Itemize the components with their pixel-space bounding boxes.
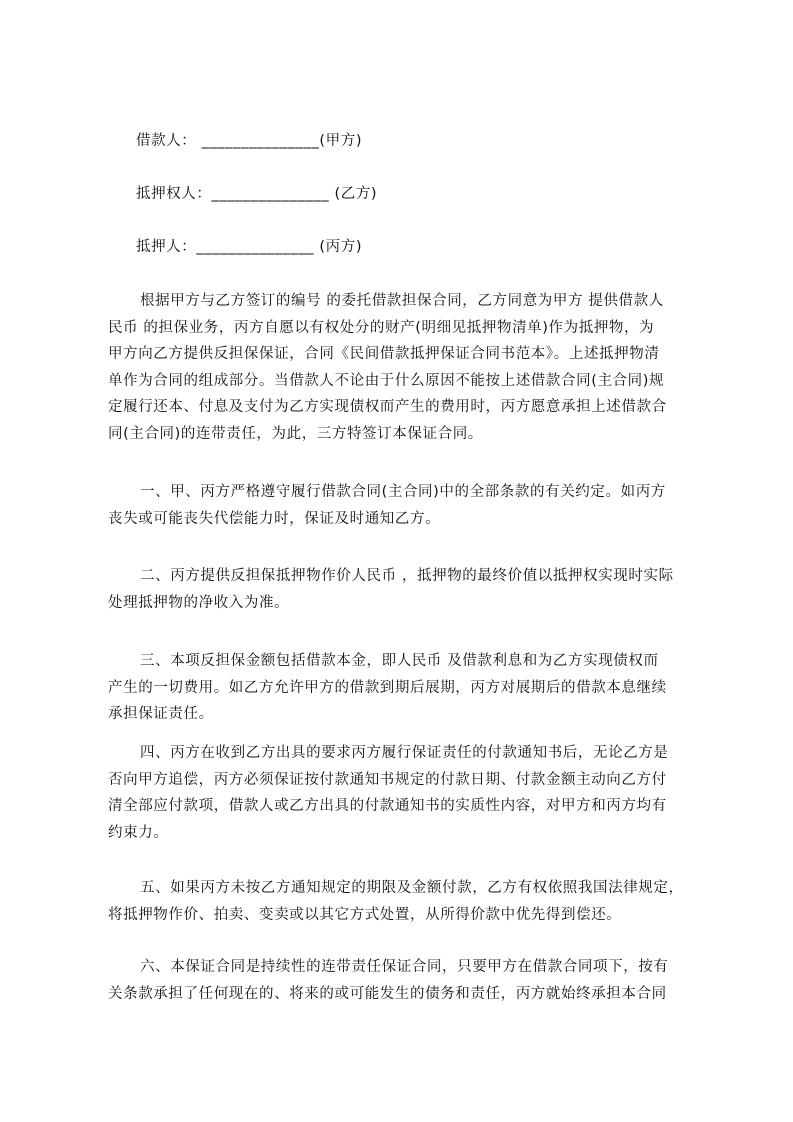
paragraph-line: 定履行还本、付息及支付为乙方实现债权而产生的费用时，丙方愿意承担上述借款合 bbox=[108, 399, 667, 415]
paragraph-line: 关条款承担了任何现在的、将来的或可能发生的债务和责任，丙方就始终承担本合同 bbox=[108, 985, 667, 1002]
paragraph-line: 民币 的担保业务，丙方自愿以有权处分的财产(明细见抵押物清单)作为抵押物，为 bbox=[108, 319, 655, 336]
paragraph-line: 产生的一切费用。如乙方允许甲方的借款到期后展期，丙方对展期后的借款本息继续 bbox=[108, 679, 667, 696]
paragraph-line: 根据甲方与乙方签订的编号 的委托借款担保合同，乙方同意为甲方 提供借款人 bbox=[140, 293, 664, 309]
paragraph-line: 否向甲方追偿，丙方必须保证按付款通知书规定的付款日期、付款金额主动向乙方付 bbox=[108, 771, 667, 788]
paragraph-line: 清全部应付款项，借款人或乙方出具的付款通知书的实质性内容，对甲方和丙方均有 bbox=[108, 798, 667, 814]
paragraph-line: 三、本项反担保金额包括借款本金，即人民币 及借款利息和为乙方实现债权而 bbox=[140, 653, 659, 669]
paragraph-line: 同(主合同)的连带责任，为此，三方特签订本保证合同。 bbox=[108, 425, 483, 442]
paragraph-line: 二、丙方提供反担保抵押物作价人民币 ，抵押物的最终价值以抵押权实现时实际 bbox=[140, 568, 674, 584]
paragraph-line: 六、本保证合同是持续性的连带责任保证合同，只要甲方在借款合同项下，按有 bbox=[140, 959, 669, 975]
paragraph-line: 约束力。 bbox=[108, 824, 169, 841]
paragraph-line: 将抵押物作价、拍卖、变卖或以其它方式处置，从所得价款中优先得到偿还。 bbox=[108, 906, 622, 923]
paragraph-line: 一、甲、丙方严格遵守履行借款合同(主合同)中的全部条款的有关约定。如丙方 bbox=[140, 484, 666, 500]
paragraph-line: 承担保证责任。 bbox=[108, 706, 214, 722]
paragraph-line: 丧失或可能丧失代偿能力时，保证及时通知乙方。 bbox=[108, 510, 441, 527]
paragraph-line: 五、如果丙方未按乙方通知规定的期限及金额付款，乙方有权依照我国法律规定， bbox=[140, 880, 684, 896]
paragraph-line: 单作为合同的组成部分。当借款人不论由于什么原因不能按上述借款合同(主合同)规 bbox=[108, 372, 665, 389]
party-line: 抵押人：_______________ (丙方) bbox=[136, 239, 363, 255]
paragraph-line: 四、丙方在收到乙方出具的要求丙方履行保证责任的付款通知书后，无论乙方是 bbox=[140, 745, 669, 761]
paragraph-line: 甲方向乙方提供反担保保证，合同《民间借款抵押保证合同书范本》。上述抵押物清 bbox=[108, 346, 660, 362]
paragraph-line: 处理抵押物的净收入为准。 bbox=[108, 594, 290, 611]
party-line: 抵押权人：_______________ (乙方) bbox=[136, 186, 378, 202]
party-line: 借款人： _______________(甲方) bbox=[136, 133, 363, 149]
